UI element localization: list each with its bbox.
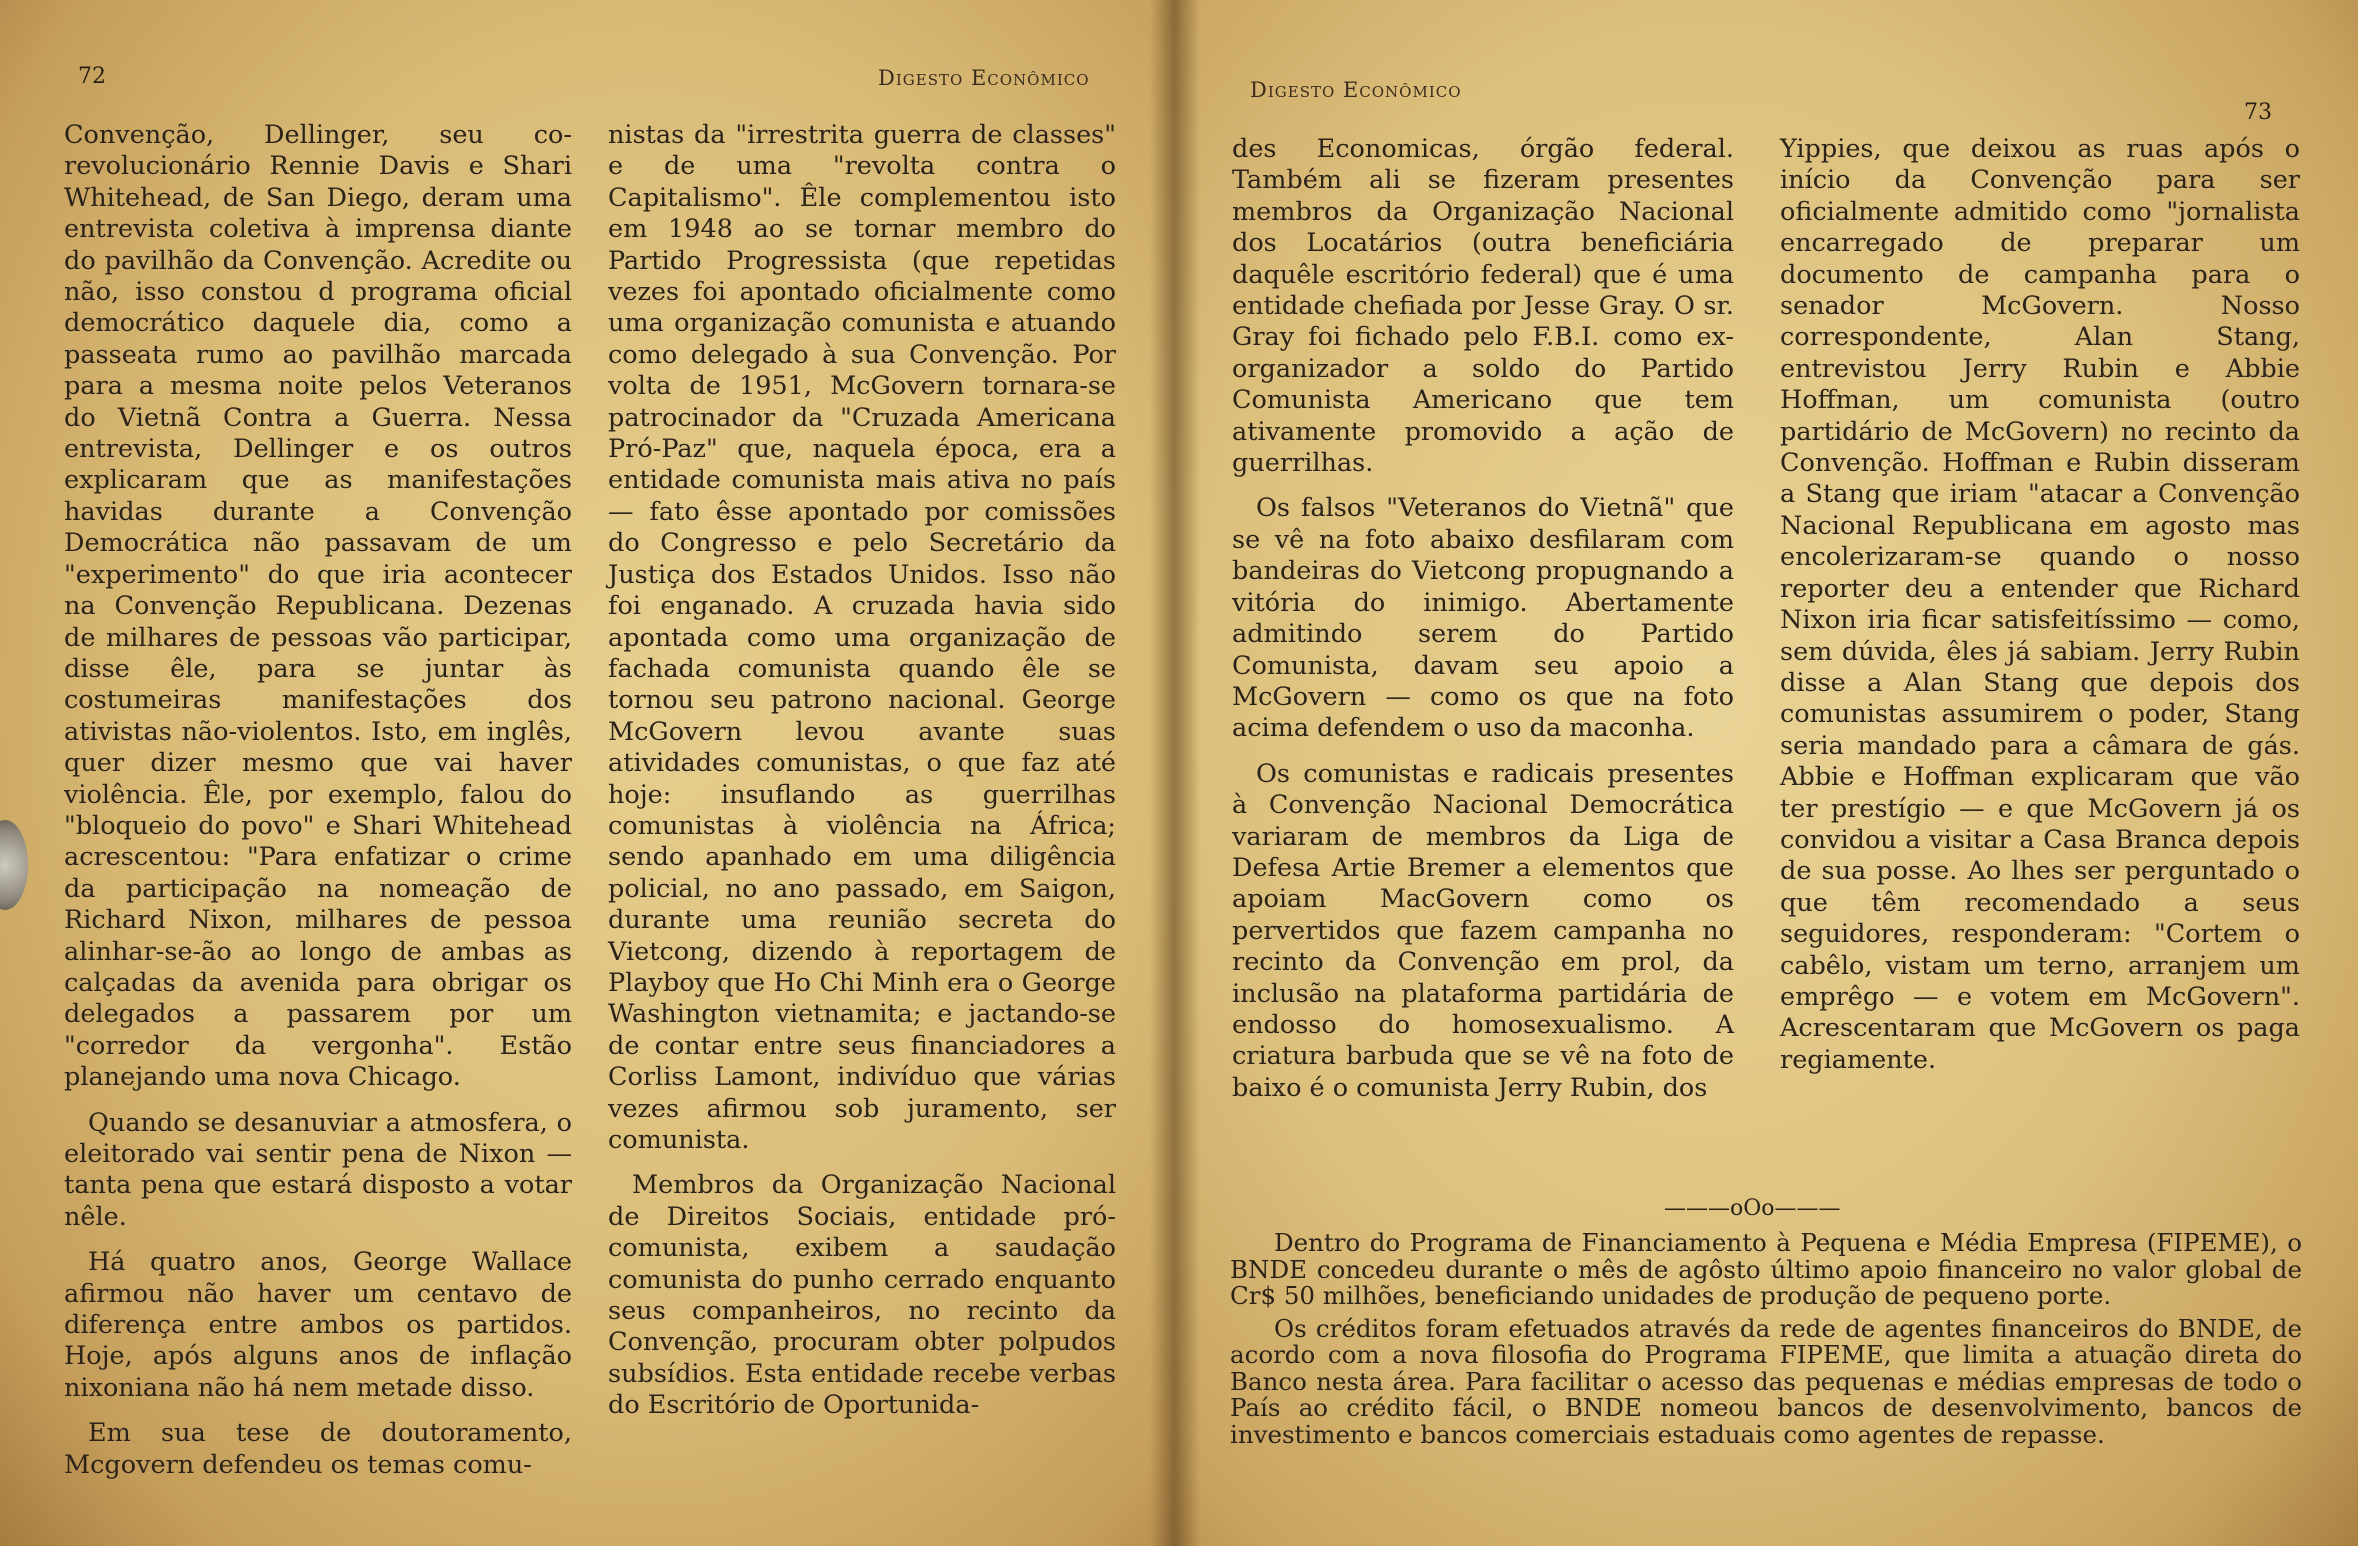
page-number-left: 72 [78,64,106,89]
paragraph: Convenção, Dellinger, seu co-revolucionário Rennie Davis e Shari Whitehead, de San Diego, deram uma entrevista coletiva à imprensa diante do pavilhão da Convenção. Acredite ou não, isso constou d programa oficial democrático daquele dia, como a passeata rumo ao pavilhão marcada para a mesma noite pelos Veteranos do Vietnã Contra a Guerra. Nessa entrevista, Dellinger e os outros explicaram que as manifestações havidas durante a Convenção Democrática não passavam de um "experimento" do que iria acontecer na Convenção Republicana. Dezenas de milhares de pessoas vão participar, disse êle, para se juntar às costumeiras manifestações dos ativistas não-violentos. Isto, em inglês, quer dizer mesmo que vai haver violência. Êle, por exemplo, falou do "bloqueio do povo" e Shari Whitehead acrescentou: "Para enfatizar o crime da participação na nomeação de Richard Nixon, milhares de pessoa alinhar-se-ão ao longo de ambas as calçadas da avenida para obrigar os delegados a passarem por um "corredor da vergonha". Estão planejando uma nova Chicago. [64,120,572,1093]
left-column-1 [64,120,572,1495]
paragraph: Há quatro anos, George Wallace afirmou não haver um centavo de diferença entre ambos os partidos. Hoje, após alguns anos de inflação nixoniana não há nem metade disso. [64,1247,572,1403]
footer-paragraph: Dentro do Programa de Financiamento à Pequena e Média Empresa (FIPEME), o BNDE concedeu durante o mês de agôsto último apoio financeiro no valor global de Cr$ 50 milhões, beneficiando unidades de produção de pequeno porte. [1230,1228,2302,1310]
right-page [1174,0,2358,1546]
paragraph: des Economicas, órgão federal. Também ali se fizeram presentes membros da Organização Nacional dos Locatários (outra beneficiária daquêle escritório federal) que é uma entidade chefiada por Jesse Gray. O sr. Gray foi fichado pelo F.B.I. como ex-organizador a soldo do Partido Comunista Americano que tem ativamente promovido a ação de guerrilhas. [1232,134,1734,479]
running-head-left: Digesto Econômico [878,66,1090,90]
paragraph: nistas da "irrestrita guerra de classes" e de uma "revolta contra o Capitalismo". Êle complementou isto em 1948 ao se tornar membro do Partido Progressista (que repetidas vezes foi apontado oficialmente como uma organização comunista e atuando como delegado à sua Convenção. Por volta de 1951, McGovern tornara-se patrocinador da "Cruzada Americana Pró-Paz" que, naquela época, era a entidade comunista mais ativa no país — fato êsse apontado por comissões do Congresso e pelo Secretário da Justiça dos Estados Unidos. Isso não foi enganado. A cruzada havia sido apontada como uma organização de fachada comunista quando êle se tornou seu patrono nacional. George McGovern levou avante suas atividades comunistas, o que faz até hoje: insuflando as guerrilhas comunistas à violência na África; sendo apanhado em uma diligência policial, no ano passado, em Saigon, durante uma reunião secreta do Vietcong, dizendo à reportagem de Playboy que Ho Chi Minh era o George Washington vietnamita; e jactando-se de contar entre seus financiadores a Corliss Lamont, indivíduo que várias vezes afirmou sob juramento, ser comunista. [608,120,1116,1155]
paragraph: Yippies, que deixou as ruas após o início da Convenção para ser oficialmente admitido como "jornalista encarregado de preparar um documento de campanha para o senador McGovern. Nosso correspondente, Alan Stang, entrevistou Jerry Rubin e Abbie Hoffman, um comunista (outro partidário de McGovern) no recinto da Convenção. Hoffman e Rubin disseram a Stang que iriam "atacar a Convenção Nacional Republicana em agosto mas encolerizaram-se quando o nosso reporter deu a entender que Richard Nixon iria ficar satisfeitíssimo — como, sem dúvida, êles já sabiam. Jerry Rubin disse a Alan Stang que depois dos comunistas assumirem o poder, Stang seria mandado para a câmara de gás. Abbie e Hoffman explicaram que vão ter prestígio — e que McGovern já os convidou a visitar a Casa Branca depois de sua posse. Ao lhes ser perguntado o que têm recomendado a seus seguidores, responderam: "Cortem o cabêlo, vistam um terno, arranjem um emprêgo — e votem em McGovern". Acrescentaram que McGovern os paga regiamente. [1780,134,2300,1075]
paragraph: Os falsos "Veteranos do Vietnã" que se vê na foto abaixo desfilaram com bandeiras do Vietcong propugnando a vitória do inimigo. Abertamente admitindo serem do Partido Comunista, davam seu apoio a McGovern — como os que na foto acima defendem o uso da maconha. [1232,493,1734,744]
footer-note [1230,1230,2302,1454]
book-gutter [1150,0,1200,1546]
paragraph: Quando se desanuviar a atmosfera, o eleitorado vai sentir pena de Nixon — tanta pena que estará disposto a votar nêle. [64,1107,572,1232]
right-column-1 [1232,134,1734,1118]
paragraph: Membros da Organização Nacional de Direitos Sociais, entidade pró-comunista, exibem a saudação comunista do punho cerrado enquanto seus companheiros, no recinto da Convenção, procuram obter polpudos subsídios. Esta entidade recebe verbas do Escritório de Oportunida- [608,1170,1116,1421]
paragraph: Em sua tese de doutoramento, Mcgovern defendeu os temas comu- [64,1418,572,1480]
left-page [0,0,1174,1546]
binding-hole [0,820,28,910]
right-column-2 [1780,134,2300,1090]
footer-paragraph: Os créditos foram efetuados através da rede de agentes financeiros do BNDE, de acordo com a nova filosofia do Programa FIPEME, que limita a atuação direta do Banco nesta área. Para facilitar o acesso das pequenas e médias empresas de todo o País ao crédito fácil, o BNDE nomeou bancos de desenvolvimento, bancos de investimento e bancos comerciais estaduais como agentes de repasse. [1230,1313,2302,1449]
page-number-right: 73 [2244,100,2272,125]
running-head-right: Digesto Econômico [1250,78,1462,102]
left-column-2 [608,120,1116,1436]
paragraph: Os comunistas e radicais presentes à Convenção Nacional Democrática variaram de membros da Liga de Defesa Artie Bremer a elementos que apoiam MacGovern como os pervertidos que fazem campanha no recinto da Convenção em prol, da inclusão na plataforma partidária de endosso do homosexualismo. A criatura barbuda que se vê na foto de baixo é o comunista Jerry Rubin, dos [1232,758,1734,1103]
separator: ———oOo——— [1664,1196,1841,1221]
